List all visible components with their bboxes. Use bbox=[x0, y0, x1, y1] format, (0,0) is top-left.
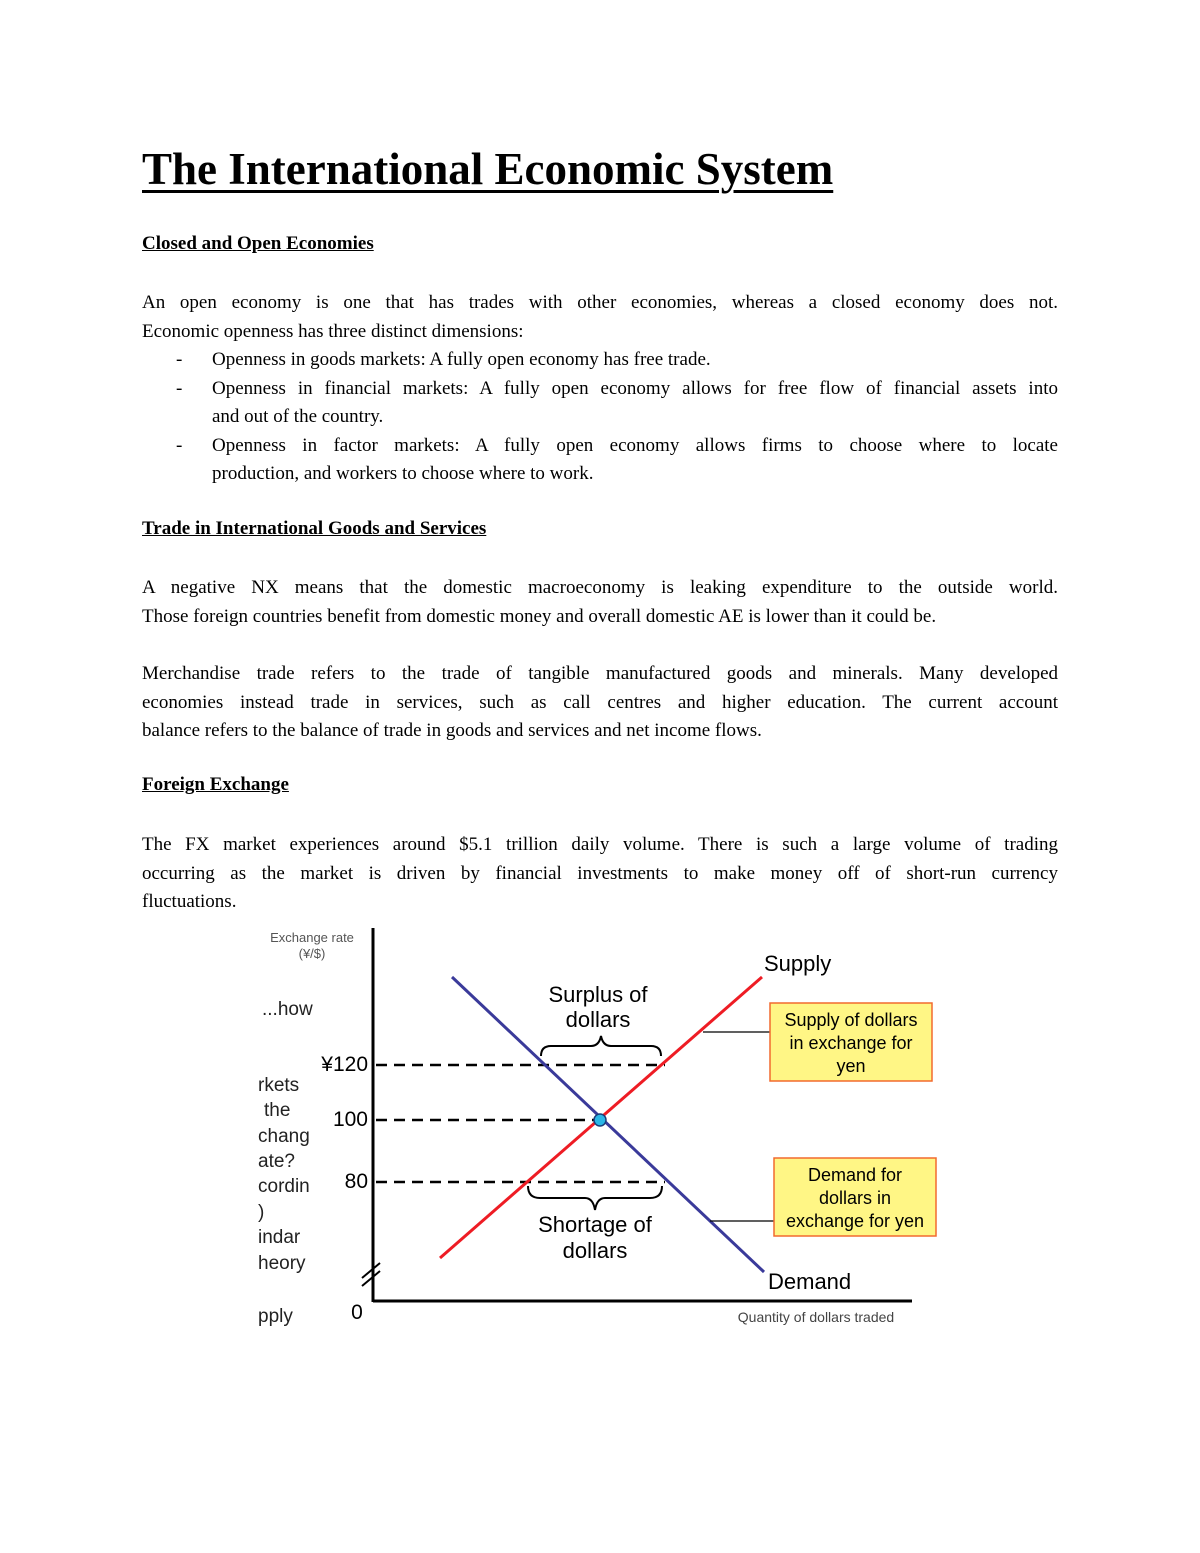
text-line: Merchandise trade refers to the trade of tangible manufactured goods and minerals. Many developed bbox=[142, 663, 1058, 684]
text-line: Openness in factor markets: A fully open economy allows firms to choose where to locate bbox=[212, 434, 1058, 456]
side-text: ) bbox=[258, 1202, 265, 1223]
shortage-label-line1: Shortage of bbox=[538, 1212, 652, 1237]
cropped-side-text bbox=[258, 999, 313, 1327]
origin-label: 0 bbox=[351, 1301, 363, 1324]
supply-curve-label: Supply bbox=[764, 951, 832, 976]
supply-box-line3: yen bbox=[836, 1056, 866, 1076]
list-item bbox=[142, 432, 1058, 489]
side-text: pply bbox=[258, 1306, 293, 1327]
equilibrium-point bbox=[594, 1114, 606, 1126]
surplus-label-line1: Surplus of bbox=[548, 982, 648, 1007]
surplus-label-line2: dollars bbox=[565, 1007, 631, 1032]
openness-dimensions-list bbox=[142, 346, 1058, 489]
demand-box-line1: Demand for bbox=[807, 1165, 903, 1185]
text-line: and out of the country. bbox=[212, 406, 384, 427]
text-line: The FX market experiences around $5.1 trillion daily volume. There is such a large volume of trading bbox=[142, 834, 1058, 855]
side-text: rkets bbox=[258, 1075, 300, 1096]
side-text: ate? bbox=[258, 1151, 295, 1172]
fx-supply-demand-chart bbox=[250, 920, 950, 1340]
demand-curve-label: Demand bbox=[768, 1269, 852, 1294]
page-title: The International Economic System bbox=[142, 144, 834, 194]
side-text: the bbox=[264, 1100, 291, 1121]
fx-paragraph-1 bbox=[142, 831, 1058, 917]
side-text: ...how bbox=[262, 999, 313, 1020]
bullet-dash: - bbox=[176, 377, 183, 399]
shortage-brace bbox=[528, 1186, 662, 1210]
supply-box-line2: in exchange for bbox=[789, 1033, 913, 1053]
trade-paragraph-1 bbox=[142, 574, 1058, 631]
text-line: Openness in financial markets: A fully open economy allows for free flow of financial assets into bbox=[212, 377, 1058, 399]
bullet-dash: - bbox=[176, 349, 183, 370]
side-text: chang bbox=[258, 1126, 310, 1147]
text-line: A negative NX means that the domestic macroeconomy is leaking expenditure to the outside world. bbox=[142, 577, 1058, 598]
text-line: An open economy is one that has trades with other economies, whereas a closed economy does not. bbox=[142, 292, 1058, 313]
shortage-label-line2: dollars bbox=[562, 1238, 628, 1263]
trade-paragraph-2 bbox=[142, 660, 1058, 746]
text-line: production, and workers to choose where to work. bbox=[212, 463, 594, 484]
section-heading-fx: Foreign Exchange bbox=[142, 774, 289, 795]
supply-box-line1: Supply of dollars bbox=[784, 1010, 918, 1030]
y-tick-label-120: ¥120 bbox=[321, 1053, 368, 1076]
y-tick-label-100: 100 bbox=[332, 1108, 368, 1131]
list-item bbox=[142, 375, 1058, 432]
y-axis-label-line2: (¥/$) bbox=[298, 946, 326, 961]
axis-break-mark bbox=[362, 1271, 380, 1286]
y-tick-label-80: 80 bbox=[344, 1170, 368, 1193]
demand-box-line3: exchange for yen bbox=[785, 1211, 925, 1231]
bullet-dash: - bbox=[176, 434, 183, 456]
section-heading-trade: Trade in International Goods and Services bbox=[142, 518, 487, 539]
axis-break-mark bbox=[362, 1263, 380, 1278]
text-line: Openness in goods markets: A fully open economy has free trade. bbox=[212, 349, 711, 370]
list-item bbox=[142, 346, 1058, 375]
text-line: economies instead trade in services, such as call centres and higher education. The current account bbox=[142, 691, 1058, 713]
text-line: occurring as the market is driven by financial investments to make money off of short-run currency bbox=[142, 862, 1058, 884]
surplus-brace bbox=[541, 1036, 661, 1056]
side-text: heory bbox=[258, 1253, 306, 1274]
side-text: indar bbox=[258, 1227, 301, 1248]
closed-open-intro bbox=[142, 289, 1058, 346]
text-line: Those foreign countries benefit from domestic money and overall domestic AE is lower than it could be. bbox=[142, 605, 937, 627]
x-axis-label: Quantity of dollars traded bbox=[737, 1309, 895, 1325]
demand-box-line2: dollars in bbox=[818, 1188, 892, 1208]
text-line: fluctuations. bbox=[142, 891, 237, 912]
y-axis-label-line1: Exchange rate bbox=[270, 930, 354, 945]
side-text: cordin bbox=[258, 1176, 310, 1197]
text-line: Economic openness has three distinct dimensions: bbox=[142, 320, 524, 342]
section-heading-closed-open: Closed and Open Economies bbox=[142, 233, 374, 254]
text-line: balance refers to the balance of trade in goods and services and net income flows. bbox=[142, 720, 762, 741]
